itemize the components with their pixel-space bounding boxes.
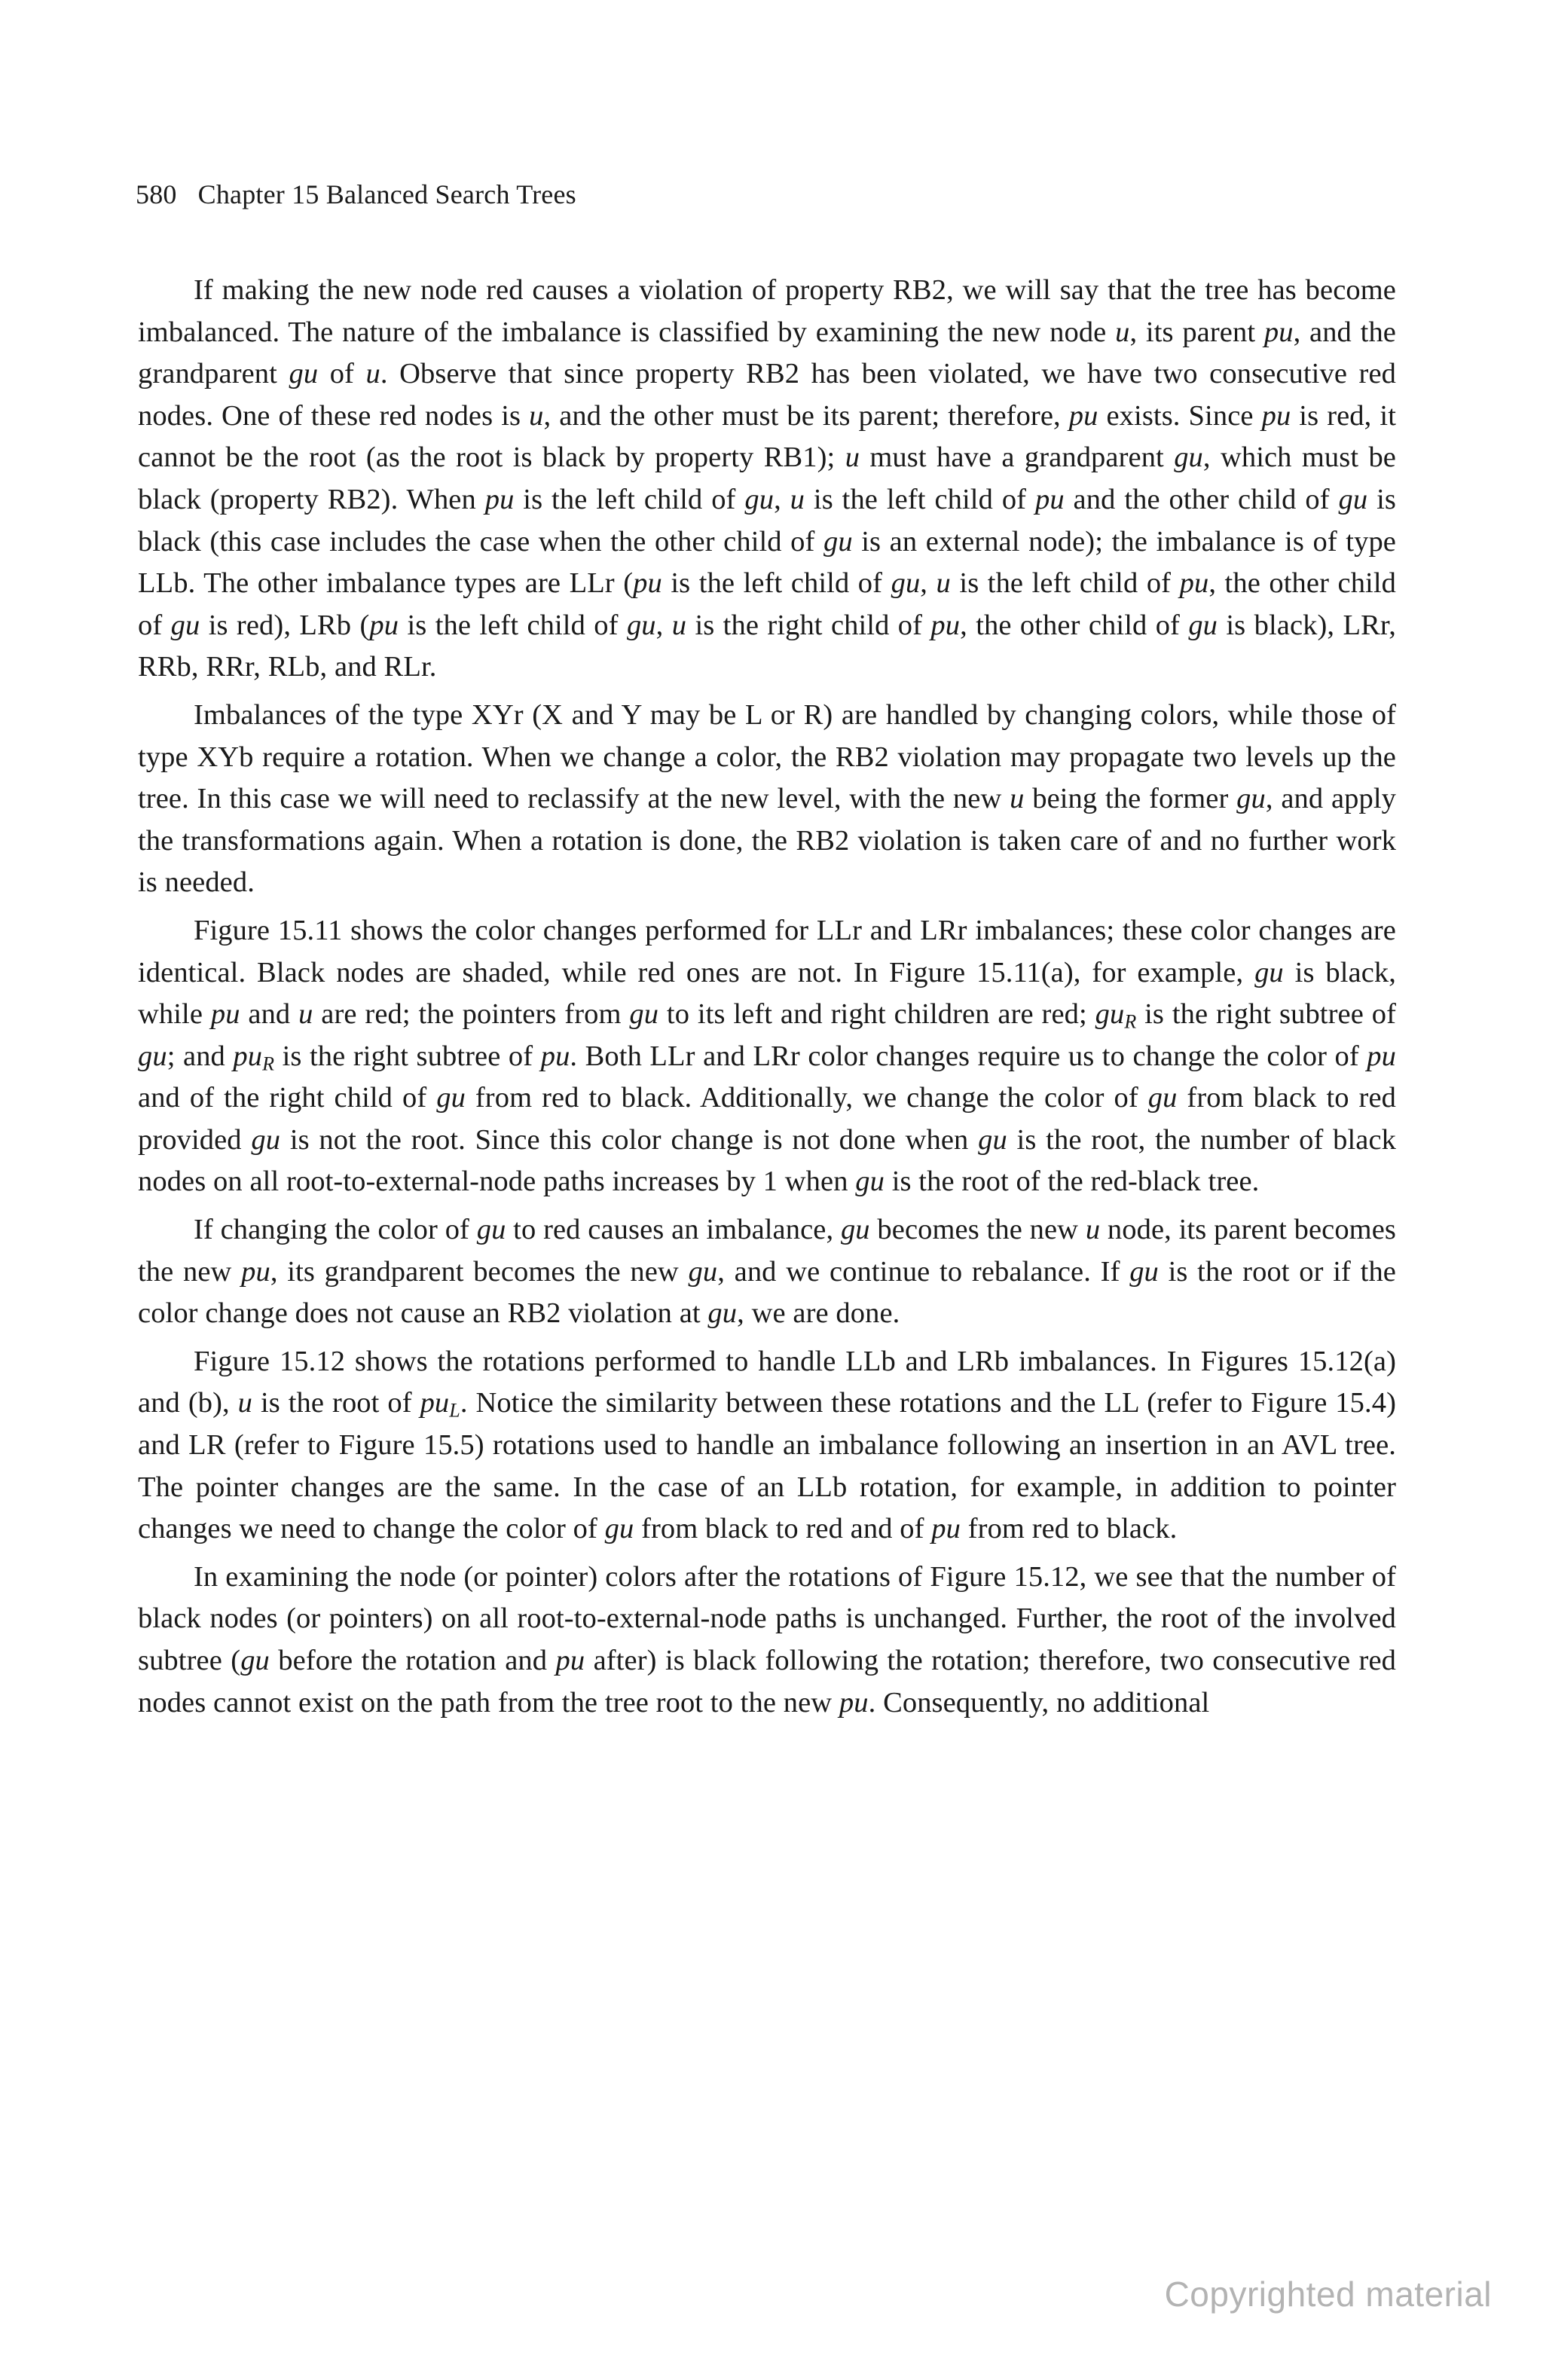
paragraph-color-changes: Figure 15.11 shows the color changes performed for LLr and LRr imbalances; these color changes are identical. Black nodes are shaded, while red ones are not. In Figure 15.11(a), for example, gu is black, while pu and u are red; the pointers from gu to its left and right children are red; $gu_R$ is the right subtree of gu; and $pu_R$ is the right subtree of pu. Both LLr and LRr color changes require us to change the color of pu and of the right child of gu from red to black. Additionally, we change the color of gu from black to red provided gu is not the root. Since this color change is not done when gu is the root, the number of black nodes on all root-to-external-node paths increases by 1 when gu is the root of the red-black tree. [138, 914, 1397, 1198]
running-head [136, 178, 576, 211]
paragraph-imbalance-handling: Imbalances of the type XYr (X and Y may be L or R) are handled by changing colors, while those of type XYb require a rotation. When we change a color, the RB2 violation may propagate two levels up the tree. In this case we will need to reclassify at the new level, with the new u being the former gu, and apply the transformations again. When a rotation is done, the RB2 violation is taken care of and no further work is needed. [138, 698, 1396, 899]
body-text [138, 270, 1396, 1730]
copyright-watermark: Copyrighted material [1164, 2275, 1492, 2314]
paragraph-imbalance-classification: If making the new node red causes a violation of property RB2, we will say that the tree has become imbalanced. The nature of the imbalance is classified by examining the new node u, its parent pu, and the grandparent gu of u. Observe that since property RB2 has been violated, we have two consecutive red nodes. One of these red nodes is u, and the other must be its parent; therefore, pu exists. Since pu is red, it cannot be the root (as the root is black by property RB1); u must have a grandparent gu, which must be black (property RB2). When pu is the left child of gu, u is the left child of pu and the other child of gu is black (this case includes the case when the other child of gu is an external node); the imbalance is of type LLb. The other imbalance types are LLr (pu is the left child of gu, u is the left child of pu, the other child of gu is red), LRb (pu is the left child of gu, u is the right child of pu, the other child of gu is black), LRr, RRb, RRr, RLb, and RLr. [138, 274, 1396, 683]
paragraph-rebalance-continue: If changing the color of gu to red causes an imbalance, gu becomes the new u node, its parent becomes the new pu, its grandparent becomes the new gu, and we continue to rebalance. If gu is the root or if the color change does not cause an RB2 violation at gu, we are done. [138, 1214, 1397, 1330]
chapter-title: Chapter 15 Balanced Search Trees [197, 179, 576, 209]
paragraph-rotation-colors: In examining the node (or pointer) colors after the rotations of Figure 15.12, we see that the number of black nodes (or pointers) on all root-to-external-node paths is unchanged. Further, the root of the involved subtree (gu before the rotation and pu after) is black following the rotation; therefore, two consecutive red nodes cannot exist on the path from the tree root to the new pu. Consequently, no additional [138, 1560, 1396, 1719]
paragraph-rotations: Figure 15.12 shows the rotations performed to handle LLb and LRb imbalances. In Figures 15.12(a) and (b), u is the root of $pu_L$. Notice the similarity between these rotations and the LL (refer to Figure 15.4) and LR (refer to Figure 15.5) rotations used to handle an imbalance following an insertion in an AVL tree. The pointer changes are the same. In the case of an LLb rotation, for example, in addition to pointer changes we need to change the color of gu from black to red and of pu from red to black. [138, 1345, 1397, 1545]
page-number: 580 [136, 179, 177, 209]
